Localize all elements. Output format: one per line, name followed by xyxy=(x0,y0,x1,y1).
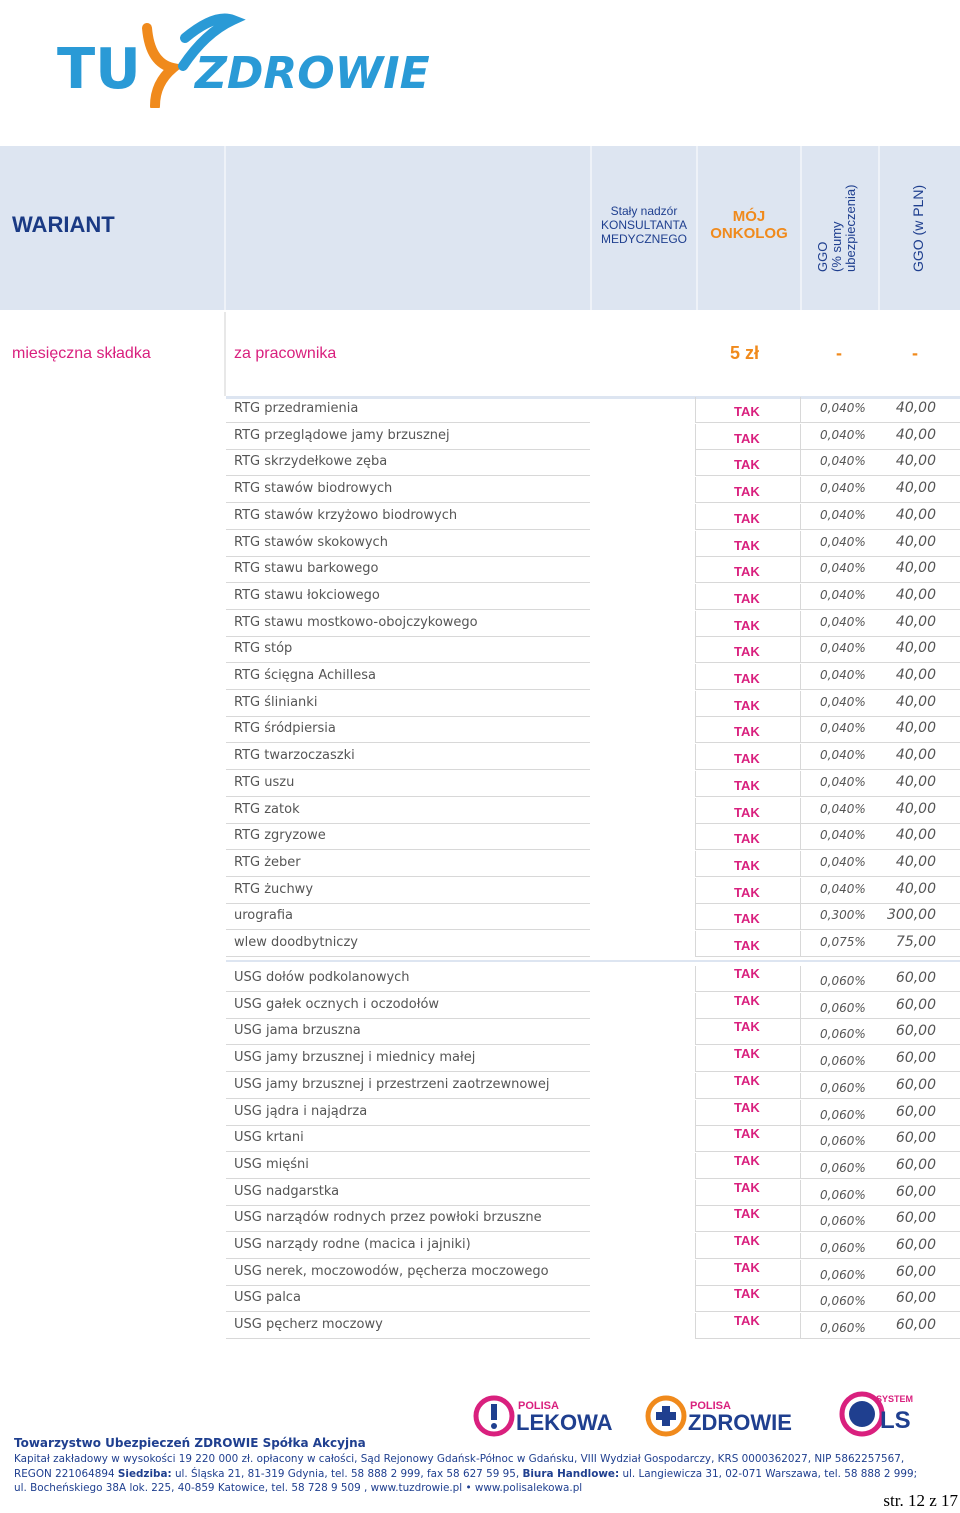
section-divider xyxy=(226,960,960,962)
sum-percent: 0,300% xyxy=(820,908,866,923)
amount-pln: 40,00 xyxy=(895,506,936,523)
logo-zdrowie-text: ZDROWIE xyxy=(195,48,430,99)
table-row xyxy=(226,1153,960,1179)
sum-percent: 0,040% xyxy=(820,668,866,682)
table-row xyxy=(226,504,960,530)
coverage-flag: TAK xyxy=(734,617,760,633)
amount-pln: 40,00 xyxy=(895,800,936,817)
table-row xyxy=(226,1019,960,1045)
table-row xyxy=(226,450,960,476)
procedure-name: RTG ślinianki xyxy=(234,694,318,710)
footer-logos xyxy=(470,1390,960,1438)
amount-pln: 40,00 xyxy=(895,426,936,443)
procedure-name: USG narządy rodne (macica i jajniki) xyxy=(234,1237,471,1252)
procedure-name: USG pęcherz moczowy xyxy=(234,1317,383,1333)
table-row xyxy=(226,798,960,824)
amount-pln: 60,00 xyxy=(895,1103,936,1120)
consultant-heading: Stały nadzór KONSULTANTA MEDYCZNEGO xyxy=(600,204,687,246)
sum-percent: 0,040% xyxy=(820,854,866,869)
amount-pln: 60,00 xyxy=(895,1317,936,1334)
coverage-flag: TAK xyxy=(734,804,760,820)
table-row xyxy=(226,557,960,583)
coverage-flag: TAK xyxy=(734,724,760,740)
footer-address: Kapitał zakładowy w wysokości 19 220 000 zł. opłacony w całości, Sąd Rejonowy Gdańsk-Północ w Gdańsku, VIII Wydział Gospodarczy, KRS 0000362027, NIP 5862257567, REGON 221064894 Siedziba: ul. Śląska 21, 81-319 Gdynia, tel. 58 888 2 999, fax 58 627 59 95, Biura Handlowe: ul. Langiewicza 31, 02-071 Warszawa, tel. 58 888 2 999; ul. Bocheńskiego 38A lok. 225, 40-859 Katowice, tel. 58 728 9 509 , www.tuzdrowie.pl • www.polisalekowa.pl xyxy=(14,1453,918,1494)
svg-text:POLISA: POLISA xyxy=(690,1400,731,1412)
ggo-pln-heading: GGO (w PLN) xyxy=(910,184,926,272)
coverage-flag: TAK xyxy=(734,510,760,526)
amount-pln: 60,00 xyxy=(895,996,936,1013)
procedure-name: RTG żuchwy xyxy=(234,881,314,897)
polisa-zdrowie-logo xyxy=(648,1398,792,1435)
amount-pln: 60,00 xyxy=(895,1210,936,1227)
sum-percent: 0,040% xyxy=(820,481,866,496)
sum-percent: 0,040% xyxy=(820,561,866,576)
table-row xyxy=(226,1073,960,1099)
coverage-flag: TAK xyxy=(734,938,760,953)
coverage-flag: TAK xyxy=(734,1046,760,1062)
sum-percent: 0,040% xyxy=(820,454,866,469)
coverage-flag: TAK xyxy=(734,751,760,767)
svg-text:ZDROWIE: ZDROWIE xyxy=(688,1410,792,1435)
table-row xyxy=(226,1126,960,1152)
coverage-flag: TAK xyxy=(734,1152,760,1168)
coverage-flag: TAK xyxy=(734,1233,760,1248)
coverage-flag: TAK xyxy=(734,966,760,981)
table-row xyxy=(226,531,960,557)
procedure-name: RTG przeglądowe jamy brzusznej xyxy=(234,427,450,443)
sum-percent: 0,040% xyxy=(820,828,866,843)
premium-price: 5 zł xyxy=(730,343,760,363)
polisa-lekowa-logo xyxy=(476,1398,613,1435)
sum-percent: 0,040% xyxy=(820,881,866,896)
table-row xyxy=(226,637,960,663)
procedure-name: RTG zgryzowe xyxy=(234,828,326,844)
amount-pln: 60,00 xyxy=(895,1023,936,1040)
sum-percent: 0,060% xyxy=(820,1294,866,1309)
procedure-name: urografia xyxy=(234,908,293,924)
table-row xyxy=(226,397,960,423)
procedure-name: USG mięśni xyxy=(234,1156,309,1172)
amount-pln: 75,00 xyxy=(895,934,936,950)
amount-pln: 40,00 xyxy=(895,667,936,683)
procedure-name: RTG stawów krzyżowo biodrowych xyxy=(234,507,458,523)
amount-pln: 60,00 xyxy=(895,1263,936,1280)
premium-dash-1: - xyxy=(836,343,842,363)
procedure-name: RTG ścięgna Achillesa xyxy=(234,668,376,683)
table-row xyxy=(226,771,960,797)
premium-dash-2: - xyxy=(912,343,918,363)
procedure-name: RTG twarzoczaszki xyxy=(234,748,355,764)
ggo-percent-heading: GGO (% sumy ubezpieczenia) xyxy=(815,184,858,272)
tu-zdrowie-logo xyxy=(55,8,455,108)
procedure-name: RTG zatok xyxy=(234,801,300,817)
coverage-flag: TAK xyxy=(734,404,760,419)
amount-pln: 40,00 xyxy=(895,747,936,764)
table-row xyxy=(226,744,960,770)
coverage-flag: TAK xyxy=(734,537,760,553)
table-row xyxy=(226,717,960,743)
table-row xyxy=(226,1286,960,1312)
coverage-flag: TAK xyxy=(734,671,760,686)
procedure-name: USG nerek, moczowodów, pęcherza moczowego xyxy=(234,1263,549,1279)
amount-pln: 40,00 xyxy=(895,400,936,416)
amount-pln: 40,00 xyxy=(895,533,936,550)
sum-percent: 0,040% xyxy=(820,614,866,629)
procedure-name: USG jama brzuszna xyxy=(234,1023,361,1039)
coverage-flag: TAK xyxy=(734,644,760,660)
procedure-name: USG palca xyxy=(234,1290,301,1306)
header-variant-cell xyxy=(0,146,224,310)
procedure-name: RTG żeber xyxy=(234,854,301,870)
sum-percent: 0,075% xyxy=(820,935,866,949)
sum-percent: 0,060% xyxy=(820,1080,866,1095)
sum-percent: 0,060% xyxy=(820,1054,866,1069)
table-row xyxy=(226,424,960,450)
amount-pln: 40,00 xyxy=(895,827,936,844)
sum-percent: 0,060% xyxy=(820,1027,866,1042)
header-consultant-cell xyxy=(592,146,696,310)
procedure-name: RTG uszu xyxy=(234,774,295,790)
sum-percent: 0,040% xyxy=(820,694,866,709)
coverage-flag: TAK xyxy=(734,857,760,873)
coverage-flag: TAK xyxy=(734,1286,760,1302)
amount-pln: 40,00 xyxy=(895,693,936,710)
amount-pln: 60,00 xyxy=(895,1156,936,1173)
sum-percent: 0,060% xyxy=(820,1134,866,1149)
coverage-flag: TAK xyxy=(734,1126,760,1142)
sum-percent: 0,060% xyxy=(820,1187,866,1202)
procedure-name: USG jamy brzusznej i przestrzeni zaotrzewnowej xyxy=(234,1076,550,1092)
amount-pln: 40,00 xyxy=(895,640,936,657)
table-row xyxy=(226,1233,960,1259)
sum-percent: 0,040% xyxy=(820,427,866,442)
table-row xyxy=(226,931,960,957)
procedure-name: RTG skrzydełkowe zęba xyxy=(234,454,388,470)
amount-pln: 300,00 xyxy=(887,907,936,924)
table-row xyxy=(226,1313,960,1339)
table-row xyxy=(226,824,960,850)
table-row xyxy=(226,1260,960,1286)
variant-label: WARIANT xyxy=(12,212,115,237)
amount-pln: 60,00 xyxy=(895,1130,936,1147)
coverage-flag: TAK xyxy=(734,1259,760,1275)
oncologist-heading: MÓJ ONKOLOG xyxy=(710,208,788,242)
table-row xyxy=(226,477,960,503)
procedure-name: RTG stawu mostkowo-obojczykowego xyxy=(234,614,478,630)
coverage-flag: TAK xyxy=(734,484,760,500)
amount-pln: 40,00 xyxy=(895,453,936,470)
amount-pln: 40,00 xyxy=(895,773,936,790)
procedure-name: RTG przedramienia xyxy=(234,401,359,416)
amount-pln: 40,00 xyxy=(895,613,936,630)
procedure-name: USG jamy brzusznej i miednicy małej xyxy=(234,1050,476,1066)
table-row xyxy=(226,611,960,637)
sum-percent: 0,040% xyxy=(820,748,866,763)
amount-pln: 60,00 xyxy=(895,1050,936,1067)
procedure-name: USG dołów podkolanowych xyxy=(234,970,410,985)
procedure-name: RTG stawu barkowego xyxy=(234,561,379,577)
procedure-name: RTG śródpiersia xyxy=(234,721,336,737)
sum-percent: 0,060% xyxy=(820,1214,866,1229)
procedure-name: USG krtani xyxy=(234,1130,304,1146)
amount-pln: 40,00 xyxy=(895,720,936,737)
coverage-flag: TAK xyxy=(734,697,760,713)
amount-pln: 60,00 xyxy=(895,1290,936,1307)
procedure-name: RTG stawów skokowych xyxy=(234,534,388,550)
table-row xyxy=(226,878,960,904)
coverage-flag: TAK xyxy=(734,884,760,900)
table-row xyxy=(226,993,960,1019)
table-row xyxy=(226,966,960,992)
sum-percent: 0,060% xyxy=(820,1000,866,1015)
coverage-flag: TAK xyxy=(734,430,760,446)
system-ls-logo xyxy=(842,1394,913,1434)
procedure-name: USG nadgarstka xyxy=(234,1183,340,1199)
procedure-name: RTG stawów biodrowych xyxy=(234,481,393,497)
sum-percent: 0,040% xyxy=(820,587,866,602)
table-row xyxy=(226,1100,960,1126)
coverage-flag: TAK xyxy=(734,590,760,606)
procedure-name: RTG stóp xyxy=(234,641,293,657)
svg-text:POLISA: POLISA xyxy=(518,1400,559,1412)
table-row xyxy=(226,664,960,690)
coverage-flag: TAK xyxy=(734,1313,760,1329)
table-row xyxy=(226,584,960,610)
amount-pln: 60,00 xyxy=(895,1076,936,1093)
amount-pln: 40,00 xyxy=(895,480,936,497)
coverage-flag: TAK xyxy=(734,1099,760,1115)
sum-percent: 0,060% xyxy=(820,1160,866,1175)
amount-pln: 40,00 xyxy=(895,880,936,897)
sum-percent: 0,060% xyxy=(820,1321,866,1336)
logo-tu-text: TU xyxy=(57,37,141,102)
table-row xyxy=(226,851,960,877)
table-row xyxy=(226,691,960,717)
table-row xyxy=(226,1046,960,1072)
sum-percent: 0,040% xyxy=(820,401,866,415)
sum-percent: 0,040% xyxy=(820,507,866,522)
sum-percent: 0,040% xyxy=(820,721,866,736)
procedure-name: wlew doodbytniczy xyxy=(234,935,358,950)
premium-for-whom: za pracownika xyxy=(234,345,337,362)
sum-percent: 0,060% xyxy=(820,974,866,988)
amount-pln: 60,00 xyxy=(895,970,936,986)
sum-percent: 0,060% xyxy=(820,1241,866,1255)
coverage-flag: TAK xyxy=(734,992,760,1008)
procedure-name: RTG stawu łokciowego xyxy=(234,587,380,603)
sum-percent: 0,060% xyxy=(820,1107,866,1122)
sum-percent: 0,040% xyxy=(820,774,866,789)
coverage-flag: TAK xyxy=(734,911,760,927)
coverage-flag: TAK xyxy=(734,457,760,473)
amount-pln: 40,00 xyxy=(895,586,936,603)
procedure-name: USG jądra i najądrza xyxy=(234,1103,368,1119)
table-row xyxy=(226,1180,960,1206)
premium-label: miesięczna składka xyxy=(12,345,151,362)
sum-percent: 0,040% xyxy=(820,641,866,656)
page-number: str. 12 z 17 xyxy=(883,1491,958,1510)
procedure-name: USG narządów rodnych przez powłoki brzuszne xyxy=(234,1210,542,1226)
premium-row xyxy=(0,312,960,396)
coverage-flag: TAK xyxy=(734,1179,760,1195)
svg-text:LEKOWA: LEKOWA xyxy=(516,1410,613,1435)
footer-company-name: Towarzystwo Ubezpieczeń ZDROWIE Spółka Akcyjna xyxy=(14,1436,366,1450)
coverage-flag: TAK xyxy=(734,831,760,847)
table-row xyxy=(226,1206,960,1232)
coverage-flag: TAK xyxy=(734,1019,760,1035)
amount-pln: 60,00 xyxy=(895,1183,936,1200)
coverage-flag: TAK xyxy=(734,777,760,793)
coverage-flag: TAK xyxy=(734,1206,760,1222)
amount-pln: 40,00 xyxy=(895,853,936,870)
amount-pln: 40,00 xyxy=(895,560,936,577)
sum-percent: 0,040% xyxy=(820,801,866,816)
svg-text:LS: LS xyxy=(880,1407,911,1434)
table-row xyxy=(226,904,960,930)
coverage-flag: TAK xyxy=(734,1072,760,1088)
coverage-flag: TAK xyxy=(734,564,760,580)
amount-pln: 60,00 xyxy=(895,1237,936,1253)
sum-percent: 0,060% xyxy=(820,1267,866,1282)
procedure-name: USG gałek ocznych i oczodołów xyxy=(234,996,440,1012)
header-oncologist-cell xyxy=(698,146,800,310)
svg-text:SYSTEM: SYSTEM xyxy=(876,1394,914,1404)
sum-percent: 0,040% xyxy=(820,534,866,549)
